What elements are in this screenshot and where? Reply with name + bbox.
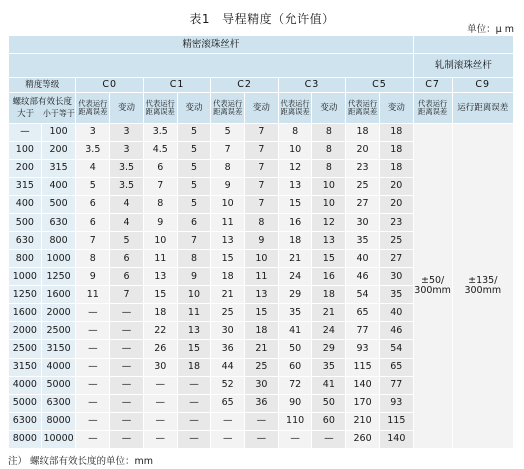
rep-error-cell: 24 [278, 268, 312, 286]
variation-cell: — [177, 430, 211, 448]
rep-error-line2: 距离误差 [78, 107, 108, 117]
rep-error-cell: 9 [143, 214, 177, 232]
rep-error-line2: 距离误差 [213, 107, 243, 117]
variation-cell: 21 [245, 340, 279, 358]
rep-error-cell: — [76, 304, 110, 322]
variation-cell: 30 [379, 268, 413, 286]
c9-rolled-value [452, 123, 513, 448]
rep-error-cell: 13 [143, 268, 177, 286]
variation-cell: 5 [177, 141, 211, 159]
rep-error-cell: — [76, 394, 110, 412]
variation-cell: — [312, 430, 346, 448]
rep-error-cell: 26 [143, 340, 177, 358]
variation-cell: 5 [177, 159, 211, 177]
variation-cell: 20 [379, 195, 413, 213]
grade-c7: C7 [413, 78, 452, 93]
length-upto-cell: 2500 [41, 322, 76, 340]
length-over-cell: 200 [9, 159, 42, 177]
rep-error-cell: 3.5 [76, 141, 110, 159]
rep-error-cell: 260 [346, 430, 380, 448]
run-distance-error-header: 运行距离误差 [452, 93, 513, 123]
rep-error-cell: 7 [143, 177, 177, 195]
c7-value-line1: ±50/ [421, 274, 445, 286]
variation-cell: — [110, 304, 144, 322]
variation-cell: 18 [177, 358, 211, 376]
rep-error-cell: 52 [211, 376, 245, 394]
rep-error-cell: 18 [346, 123, 380, 141]
rep-error-cell: 18 [211, 268, 245, 286]
length-over-cell: 4000 [9, 376, 42, 394]
length-upto-cell: 500 [41, 195, 76, 213]
rep-error-cell: 13 [211, 232, 245, 250]
rep-error-cell: 9 [76, 268, 110, 286]
variation-cell: 3.5 [110, 159, 144, 177]
rep-error-cell: 7 [211, 141, 245, 159]
rep-error-cell: 77 [346, 322, 380, 340]
length-upto-cell: 10000 [41, 430, 76, 448]
rep-error-cell: 8 [211, 159, 245, 177]
variation-header: 变动 [177, 93, 211, 123]
variation-cell: 21 [312, 304, 346, 322]
variation-cell: — [110, 430, 144, 448]
variation-cell: 8 [177, 250, 211, 268]
rep-error-cell: — [143, 376, 177, 394]
rep-error-cell: 11 [143, 250, 177, 268]
rep-error-cell: 40 [346, 250, 380, 268]
variation-cell: 13 [312, 232, 346, 250]
rep-error-cell: — [211, 412, 245, 430]
rep-error-cell: — [76, 430, 110, 448]
rep-error-cell: 18 [143, 304, 177, 322]
rep-error-cell: — [76, 358, 110, 376]
length-upto-cell: 3150 [41, 340, 76, 358]
variation-cell: 5 [177, 195, 211, 213]
rep-error-line2: 距离误差 [280, 107, 310, 117]
lead-accuracy-table [8, 35, 514, 449]
rep-error-cell: 60 [278, 358, 312, 376]
length-over-cell: 1000 [9, 268, 42, 286]
length-over-cell: 2500 [9, 340, 42, 358]
grade-label: 精度等级 [9, 78, 76, 93]
variation-cell: 9 [177, 268, 211, 286]
variation-cell: 12 [312, 214, 346, 232]
grade-c1: C1 [143, 78, 210, 93]
rep-error-cell: 30 [346, 214, 380, 232]
rep-error-cell: 140 [346, 376, 380, 394]
rep-error-cell: 25 [346, 177, 380, 195]
variation-cell: 36 [245, 394, 279, 412]
rep-error-cell: — [143, 430, 177, 448]
variation-cell: 8 [312, 159, 346, 177]
variation-cell: — [110, 340, 144, 358]
variation-header: 变动 [110, 93, 144, 123]
table-row [9, 123, 514, 141]
variation-cell: 7 [245, 177, 279, 195]
rep-error-cell: 10 [211, 195, 245, 213]
rep-error-cell: 15 [211, 250, 245, 268]
variation-cell: 3 [110, 141, 144, 159]
variation-header: 变动 [379, 93, 413, 123]
variation-cell: 41 [312, 376, 346, 394]
grade-c2: C2 [211, 78, 278, 93]
variation-cell: 54 [379, 340, 413, 358]
rep-error-line1: 代表运行 [347, 99, 378, 109]
variation-cell: 7 [177, 232, 211, 250]
rep-error-line2: 距离误差 [145, 107, 175, 117]
rep-error-line1: 代表运行 [280, 99, 310, 109]
variation-cell: 16 [312, 268, 346, 286]
variation-cell: 15 [245, 304, 279, 322]
length-over-cell: 800 [9, 250, 42, 268]
variation-cell: 10 [312, 195, 346, 213]
rep-error-cell: 5 [211, 123, 245, 141]
length-upto-cell: 6300 [41, 394, 76, 412]
rolled-screw-header: 轧制滚珠丝杆 [413, 54, 513, 78]
variation-cell: 46 [379, 322, 413, 340]
rep-error-header [346, 93, 380, 123]
variation-header: 变动 [312, 93, 346, 123]
variation-cell: 93 [379, 394, 413, 412]
variation-cell: 115 [379, 412, 413, 430]
length-over-cell: — [9, 123, 42, 141]
variation-cell: 25 [379, 232, 413, 250]
length-over-cell: 315 [9, 177, 42, 195]
variation-cell: 8 [245, 214, 279, 232]
variation-cell: 7 [110, 286, 144, 304]
rep-error-cell: 15 [143, 286, 177, 304]
variation-cell: 5 [177, 123, 211, 141]
rep-error-cell: 46 [346, 268, 380, 286]
length-over-cell: 5000 [9, 394, 42, 412]
header-blank [413, 36, 513, 54]
length-upto-cell: 2000 [41, 304, 76, 322]
unit-label: 单位：μ m [467, 24, 514, 35]
variation-cell: 11 [245, 268, 279, 286]
variation-cell: 140 [379, 430, 413, 448]
rep-error-cell: 36 [211, 340, 245, 358]
variation-cell: — [110, 322, 144, 340]
variation-cell: — [177, 376, 211, 394]
rep-error-cell: 11 [76, 286, 110, 304]
rep-error-cell: 16 [278, 214, 312, 232]
length-over-cell: 500 [9, 214, 42, 232]
length-over-cell: 2000 [9, 322, 42, 340]
variation-cell: 29 [312, 340, 346, 358]
length-over-cell: 100 [9, 141, 42, 159]
length-upto-cell: 100 [41, 123, 76, 141]
rep-error-cell: 3.5 [143, 123, 177, 141]
variation-cell: 4 [110, 214, 144, 232]
rep-error-cell: 44 [211, 358, 245, 376]
c9-value-line1: ±135/ [468, 274, 498, 286]
length-upto-cell: 1250 [41, 268, 76, 286]
variation-cell: 40 [379, 304, 413, 322]
variation-header: 变动 [245, 93, 279, 123]
variation-cell: 3 [110, 123, 144, 141]
rep-error-line1: 代表运行 [145, 99, 175, 109]
variation-cell: 6 [110, 268, 144, 286]
variation-cell: 77 [379, 376, 413, 394]
length-upto-cell: 5000 [41, 376, 76, 394]
length-upto-cell: 1600 [41, 286, 76, 304]
upto-label: 小于等于 [42, 108, 75, 118]
rep-error-cell: 13 [278, 177, 312, 195]
rep-error-cell: — [278, 430, 312, 448]
variation-cell: 7 [245, 141, 279, 159]
length-over-cell: 6300 [9, 412, 42, 430]
rep-error-cell: 72 [278, 376, 312, 394]
rep-error-cell: 4.5 [143, 141, 177, 159]
c9-value-line2: 300mm [464, 284, 502, 296]
variation-cell: 3.5 [110, 177, 144, 195]
variation-cell: 6 [177, 214, 211, 232]
over-label: 大于 [17, 108, 35, 119]
variation-cell: 10 [312, 177, 346, 195]
variation-cell: 35 [379, 286, 413, 304]
length-upto-cell: 315 [41, 159, 76, 177]
rep-error-cell: 6 [143, 159, 177, 177]
rep-error-line1: 代表运行 [78, 99, 108, 109]
variation-cell: — [110, 394, 144, 412]
variation-cell: 15 [312, 250, 346, 268]
rep-error-header [76, 93, 110, 123]
variation-cell: 13 [177, 322, 211, 340]
rep-error-cell: 7 [76, 232, 110, 250]
rep-error-cell: 21 [278, 250, 312, 268]
rep-error-cell: 21 [211, 286, 245, 304]
rep-error-cell: 29 [278, 286, 312, 304]
rep-error-cell: 65 [211, 394, 245, 412]
variation-cell: 8 [312, 141, 346, 159]
variation-cell: — [177, 394, 211, 412]
variation-cell: 5 [177, 177, 211, 195]
variation-cell: 60 [312, 412, 346, 430]
rep-error-cell: 10 [278, 141, 312, 159]
rep-error-cell: 41 [278, 322, 312, 340]
length-header [9, 93, 76, 123]
variation-cell: 18 [312, 286, 346, 304]
length-over-cell: 3150 [9, 358, 42, 376]
rep-error-cell: 210 [346, 412, 380, 430]
rep-error-cell: 170 [346, 394, 380, 412]
table-title-text: 导程精度（允许值） [222, 12, 335, 26]
variation-cell: — [110, 358, 144, 376]
rep-error-cell: — [76, 340, 110, 358]
rep-error-cell: 18 [278, 232, 312, 250]
rep-error-cell: 50 [278, 340, 312, 358]
variation-cell: 7 [245, 159, 279, 177]
variation-cell: 6 [110, 250, 144, 268]
variation-cell: 25 [245, 358, 279, 376]
variation-cell: 18 [245, 322, 279, 340]
rep-error-cell: 4 [76, 159, 110, 177]
rep-error-cell: 35 [346, 232, 380, 250]
rep-error-cell: 27 [346, 195, 380, 213]
c7-rolled-value [413, 123, 452, 448]
rep-error-cell: 30 [211, 322, 245, 340]
length-over-cell: 400 [9, 195, 42, 213]
variation-cell: 7 [245, 195, 279, 213]
rep-error-cell: 110 [278, 412, 312, 430]
variation-cell: 4 [110, 195, 144, 213]
rep-error-cell: — [76, 322, 110, 340]
rep-error-cell: — [76, 376, 110, 394]
rep-error-cell: 5 [76, 177, 110, 195]
rep-error-cell: 90 [278, 394, 312, 412]
rep-error-cell: — [143, 412, 177, 430]
rep-error-cell: 12 [278, 159, 312, 177]
variation-cell: 8 [312, 123, 346, 141]
variation-cell: 35 [312, 358, 346, 376]
variation-cell: — [110, 412, 144, 430]
length-over-cell: 1250 [9, 286, 42, 304]
rep-error-cell: 54 [346, 286, 380, 304]
length-label: 螺纹部有效长度 [12, 96, 72, 107]
length-upto-cell: 200 [41, 141, 76, 159]
variation-cell: 18 [379, 141, 413, 159]
rep-error-cell: — [143, 394, 177, 412]
variation-cell: 7 [245, 123, 279, 141]
rep-error-header [278, 93, 312, 123]
variation-cell: 9 [245, 232, 279, 250]
rep-error-cell: 8 [278, 123, 312, 141]
rep-error-cell: 8 [143, 195, 177, 213]
length-upto-cell: 1000 [41, 250, 76, 268]
grade-c5: C5 [346, 78, 414, 93]
footnote: 注） 螺纹部有效长度的单位：mm [8, 456, 154, 467]
variation-cell: — [245, 412, 279, 430]
variation-cell: 11 [177, 304, 211, 322]
length-upto-cell: 630 [41, 214, 76, 232]
length-upto-cell: 400 [41, 177, 76, 195]
variation-cell: 20 [379, 177, 413, 195]
grade-c9: C9 [452, 78, 513, 93]
variation-cell: 30 [245, 376, 279, 394]
variation-cell: 5 [110, 232, 144, 250]
table-number: 表1 [189, 12, 211, 26]
rep-error-cell: 65 [346, 304, 380, 322]
rep-error-line2: 距离误差 [347, 107, 378, 117]
rep-error-line2: 距离误差 [418, 107, 448, 117]
variation-cell: 65 [379, 358, 413, 376]
rep-error-cell: 10 [143, 232, 177, 250]
c7-value-line2: 300mm [414, 284, 451, 296]
variation-cell: 10 [245, 250, 279, 268]
header-spacer [9, 54, 414, 78]
rep-error-cell: 6 [76, 214, 110, 232]
variation-cell: — [177, 412, 211, 430]
grade-c0: C0 [76, 78, 143, 93]
rep-error-cell: 22 [143, 322, 177, 340]
rep-error-header [211, 93, 245, 123]
variation-cell: 18 [379, 159, 413, 177]
rep-error-cell: 23 [346, 159, 380, 177]
rep-error-cell: — [76, 412, 110, 430]
variation-cell: 27 [379, 250, 413, 268]
rep-error-cell: 25 [211, 304, 245, 322]
variation-cell: 13 [245, 286, 279, 304]
rep-error-cell: 6 [76, 195, 110, 213]
length-upto-cell: 800 [41, 232, 76, 250]
rep-error-cell: 93 [346, 340, 380, 358]
variation-cell: 23 [379, 214, 413, 232]
variation-cell: 24 [312, 322, 346, 340]
variation-cell: 50 [312, 394, 346, 412]
rep-error-line1: 代表运行 [418, 99, 448, 109]
length-upto-cell: 4000 [41, 358, 76, 376]
rep-error-cell: 9 [211, 177, 245, 195]
rep-error-cell: 11 [211, 214, 245, 232]
rep-error-cell: 8 [76, 250, 110, 268]
variation-cell: — [110, 376, 144, 394]
rep-error-cell: 35 [278, 304, 312, 322]
precision-screw-header: 精密滚珠丝杆 [9, 36, 414, 54]
length-over-cell: 1600 [9, 304, 42, 322]
rep-error-header [413, 93, 452, 123]
rep-error-cell: 3 [76, 123, 110, 141]
length-over-cell: 630 [9, 232, 42, 250]
variation-cell: 10 [177, 286, 211, 304]
rep-error-cell: 20 [346, 141, 380, 159]
rep-error-cell: 15 [278, 195, 312, 213]
rep-error-cell: 115 [346, 358, 380, 376]
grade-c3: C3 [278, 78, 345, 93]
variation-cell: 18 [379, 123, 413, 141]
rep-error-header [143, 93, 177, 123]
variation-cell: 15 [177, 340, 211, 358]
rep-error-cell: — [211, 430, 245, 448]
rep-error-line1: 代表运行 [213, 99, 243, 109]
rep-error-cell: 30 [143, 358, 177, 376]
variation-cell: — [245, 430, 279, 448]
length-over-cell: 8000 [9, 430, 42, 448]
length-upto-cell: 8000 [41, 412, 76, 430]
table-title [0, 10, 524, 27]
